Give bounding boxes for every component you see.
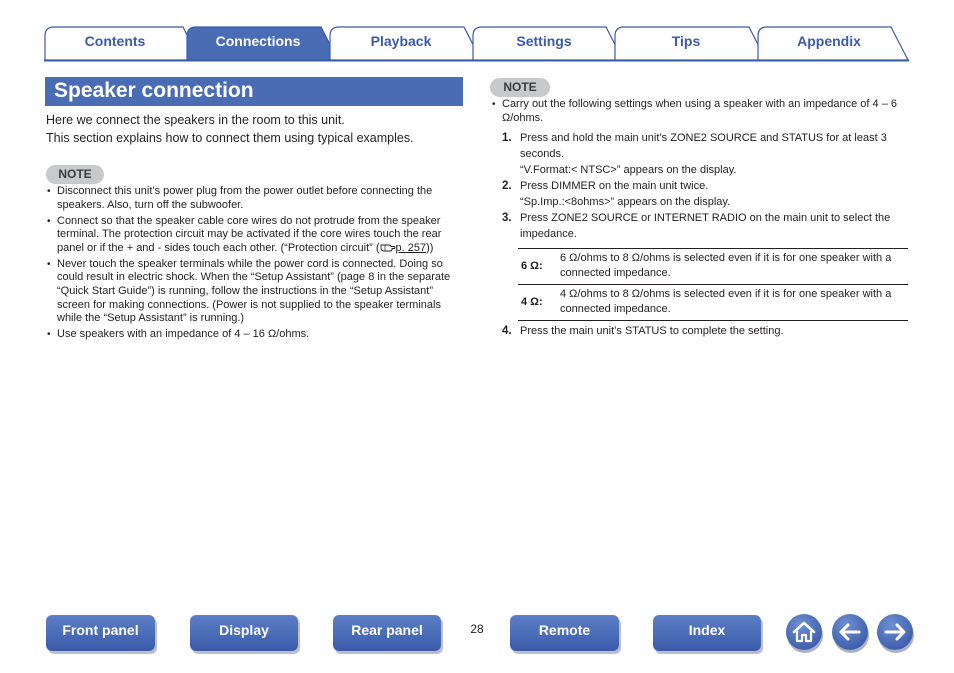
step-number: 3. — [502, 212, 512, 224]
home-icon — [786, 614, 822, 650]
step-1 — [502, 130, 908, 162]
steps-1-3 — [502, 130, 908, 242]
intro-line-2: This section explains how to connect them using typical examples. — [46, 131, 414, 145]
top-tab-bar — [0, 0, 954, 62]
tab-playback[interactable]: Playback — [370, 33, 432, 49]
step-text: Press DIMMER on the main unit twice. — [520, 180, 709, 192]
note-item — [46, 185, 458, 212]
note-badge-right: NOTE — [490, 78, 550, 97]
table-row — [518, 285, 908, 321]
note-item — [46, 215, 458, 256]
step-1-result: “V.Format:< NTSC>” appears on the display. — [520, 164, 737, 176]
rear-panel-button[interactable]: Rear panel — [333, 615, 441, 651]
note-text: Connect so that the speaker cable core wires do not protrude from the speaker terminal. The protection circuit may be activated if the core wires touch the rear panel or if the + and - sides touch each other. (“Protection circuit” ( — [57, 214, 442, 254]
step-text: Press ZONE2 SOURCE or INTERNET RADIO on the main unit to select the impedance. — [520, 212, 891, 240]
page-number: 28 — [470, 622, 484, 636]
note-text: Disconnect this unit’s power plug from the power outlet before connecting the speakers. Also, turn off the subwoofer. — [57, 185, 433, 211]
note-text: Use speakers with an impedance of 4 – 16 Ω/ohms. — [57, 328, 310, 341]
left-note-list — [46, 185, 458, 344]
forward-arrow-icon — [877, 614, 913, 650]
note-item — [491, 98, 906, 125]
step-number: 1. — [502, 132, 512, 144]
right-note-list — [491, 98, 906, 128]
step-4 — [502, 323, 908, 339]
impedance-key: 6 Ω: — [518, 249, 560, 285]
tab-settings[interactable]: Settings — [516, 33, 572, 49]
note-text: Carry out the following settings when using a speaker with an impedance of 4 – 6 Ω/ohms. — [502, 98, 898, 124]
back-arrow-icon — [832, 614, 868, 650]
tab-connections[interactable]: Connections — [215, 33, 301, 49]
index-button[interactable]: Index — [653, 615, 761, 651]
step-2 — [502, 178, 908, 194]
front-panel-button[interactable]: Front panel — [46, 615, 155, 651]
impedance-desc: 6 Ω/ohms to 8 Ω/ohms is selected even if it is for one speaker with a connected impedance. — [560, 249, 908, 285]
step-text: Press the main unit’s STATUS to complete the setting. — [520, 325, 784, 337]
impedance-key: 4 Ω: — [518, 285, 560, 321]
intro-line-1: Here we connect the speakers in the room to this unit. — [46, 113, 345, 127]
impedance-table — [518, 248, 908, 321]
table-row — [518, 249, 908, 285]
step-4-block — [502, 323, 908, 339]
note-text-close: )) — [426, 241, 434, 254]
note-badge-left: NOTE — [46, 165, 104, 184]
tab-tips[interactable]: Tips — [671, 33, 701, 49]
note-item — [46, 258, 458, 326]
forward-button[interactable] — [877, 614, 913, 650]
remote-button[interactable]: Remote — [510, 615, 619, 651]
tab-appendix[interactable]: Appendix — [797, 33, 861, 49]
protection-circuit-link[interactable]: p. 257 — [395, 241, 427, 254]
home-button[interactable] — [786, 614, 822, 650]
note-item — [46, 328, 458, 342]
step-number: 2. — [502, 180, 512, 192]
step-3 — [502, 210, 908, 242]
back-button[interactable] — [832, 614, 868, 650]
page-title: Speaker connection — [54, 79, 254, 102]
page-title-bar — [45, 77, 463, 106]
step-2-result: “Sp.Imp.:<8ohms>” appears on the display. — [520, 196, 731, 208]
note-text: Never touch the speaker terminals while the power cord is connected. Doing so could result in electric shock. When the “Setup Assistant” (page 8 in the separate “Quick Start Guide”) is running, follow the instructions in the “Setup Assistant” screen for making connections. (Power is not supplied to the speaker terminals while the “Setup Assistant” is running.) — [57, 257, 451, 325]
tab-shapes — [0, 0, 954, 62]
pointing-hand-icon — [380, 242, 396, 252]
step-text: Press and hold the main unit’s ZONE2 SOURCE and STATUS for at least 3 seconds. — [520, 132, 887, 160]
tab-contents[interactable]: Contents — [84, 33, 146, 49]
display-button[interactable]: Display — [190, 615, 298, 651]
step-number: 4. — [502, 325, 512, 337]
impedance-desc: 4 Ω/ohms to 8 Ω/ohms is selected even if it is for one speaker with a connected impedance. — [560, 285, 908, 321]
